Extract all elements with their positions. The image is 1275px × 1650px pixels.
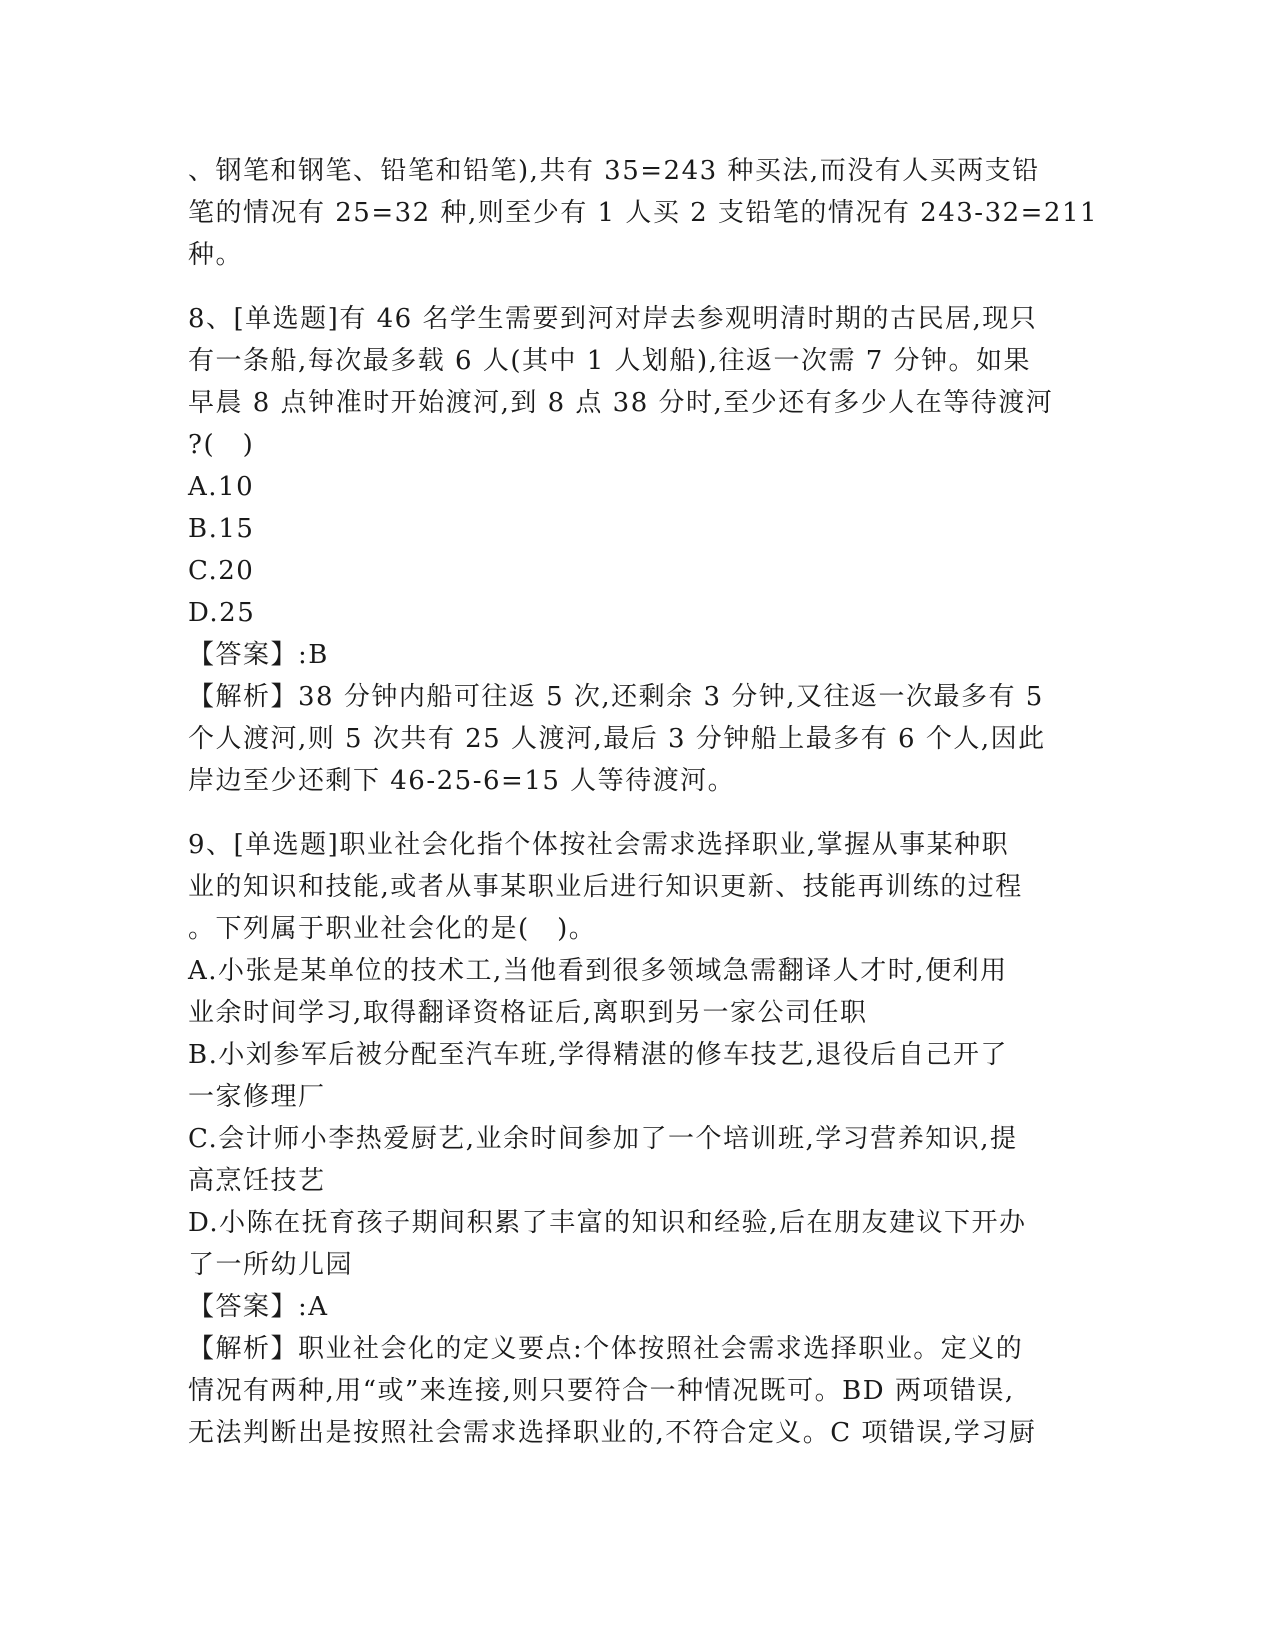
text-line: 业的知识和技能,或者从事某职业后进行知识更新、技能再训练的过程 — [188, 872, 1023, 902]
option-d: D.25 — [188, 598, 256, 628]
text-line: 个人渡河,则 5 次共有 25 人渡河,最后 3 分钟船上最多有 6 个人,因此 — [188, 724, 1046, 754]
option-a: A.10 — [188, 472, 255, 502]
text-line: 8、[单选题]有 46 名学生需要到河对岸去参观明清时期的古民居,现只 — [188, 304, 1038, 334]
intro-paragraph — [188, 150, 1099, 276]
option-d: D.小陈在抚育孩子期间积累了丰富的知识和经验,后在朋友建议下开办 — [188, 1208, 1027, 1238]
text-line: 。下列属于职业社会化的是( )。 — [188, 914, 597, 944]
text-line: ?( ) — [188, 430, 255, 460]
options — [188, 950, 1088, 1286]
option-a-cont: 业余时间学习,取得翻译资格证后,离职到另一家公司任职 — [188, 998, 868, 1028]
answer-line: 【答案】:B — [188, 640, 329, 670]
option-d-cont: 了一所幼儿园 — [188, 1250, 354, 1280]
document-content — [188, 150, 1099, 1454]
text-line: 岸边至少还剩下 46-25-6=15 人等待渡河。 — [188, 766, 736, 796]
text-line: 【解析】38 分钟内船可往返 5 次,还剩余 3 分钟,又往返一次最多有 5 — [188, 682, 1044, 712]
analysis — [188, 676, 1088, 802]
text-line: 有一条船,每次最多载 6 人(其中 1 人划船),往返一次需 7 分钟。如果 — [188, 346, 1032, 376]
option-c: C.20 — [188, 556, 255, 586]
question-9 — [188, 824, 1088, 1454]
question-8 — [188, 298, 1088, 802]
text-line: 情况有两种,用“或”来连接,则只要符合一种情况既可。BD 两项错误, — [188, 1376, 1015, 1406]
text-line: 笔的情况有 25=32 种,则至少有 1 人买 2 支铅笔的情况有 243-32=211 — [188, 198, 1099, 228]
text-line: 、钢笔和钢笔、铅笔和铅笔),共有 35=243 种买法,而没有人买两支铅 — [188, 156, 1040, 186]
analysis — [188, 1328, 1088, 1454]
text-line: 9、[单选题]职业社会化指个体按社会需求选择职业,掌握从事某种职 — [188, 830, 1010, 860]
option-b: B.小刘参军后被分配至汽车班,学得精湛的修车技艺,退役后自己开了 — [188, 1040, 1008, 1070]
option-b: B.15 — [188, 514, 255, 544]
option-a: A.小张是某单位的技术工,当他看到很多领域急需翻译人才时,便利用 — [188, 956, 1008, 986]
text-line: 无法判断出是按照社会需求选择职业的,不符合定义。C 项错误,学习厨 — [188, 1418, 1037, 1448]
text-line: 种。 — [188, 240, 244, 270]
text-line: 【解析】职业社会化的定义要点:个体按照社会需求选择职业。定义的 — [188, 1334, 1024, 1364]
answer-line: 【答案】:A — [188, 1292, 329, 1322]
question-8-stem — [188, 298, 1088, 466]
option-c: C.会计师小李热爱厨艺,业余时间参加了一个培训班,学习营养知识,提 — [188, 1124, 1018, 1154]
paragraph-gap — [188, 802, 1088, 824]
question-9-stem — [188, 824, 1088, 950]
option-b-cont: 一家修理厂 — [188, 1082, 326, 1112]
option-c-cont: 高烹饪技艺 — [188, 1166, 326, 1196]
text-line: 早晨 8 点钟准时开始渡河,到 8 点 38 分时,至少还有多少人在等待渡河 — [188, 388, 1054, 418]
paragraph-gap — [188, 276, 1088, 298]
